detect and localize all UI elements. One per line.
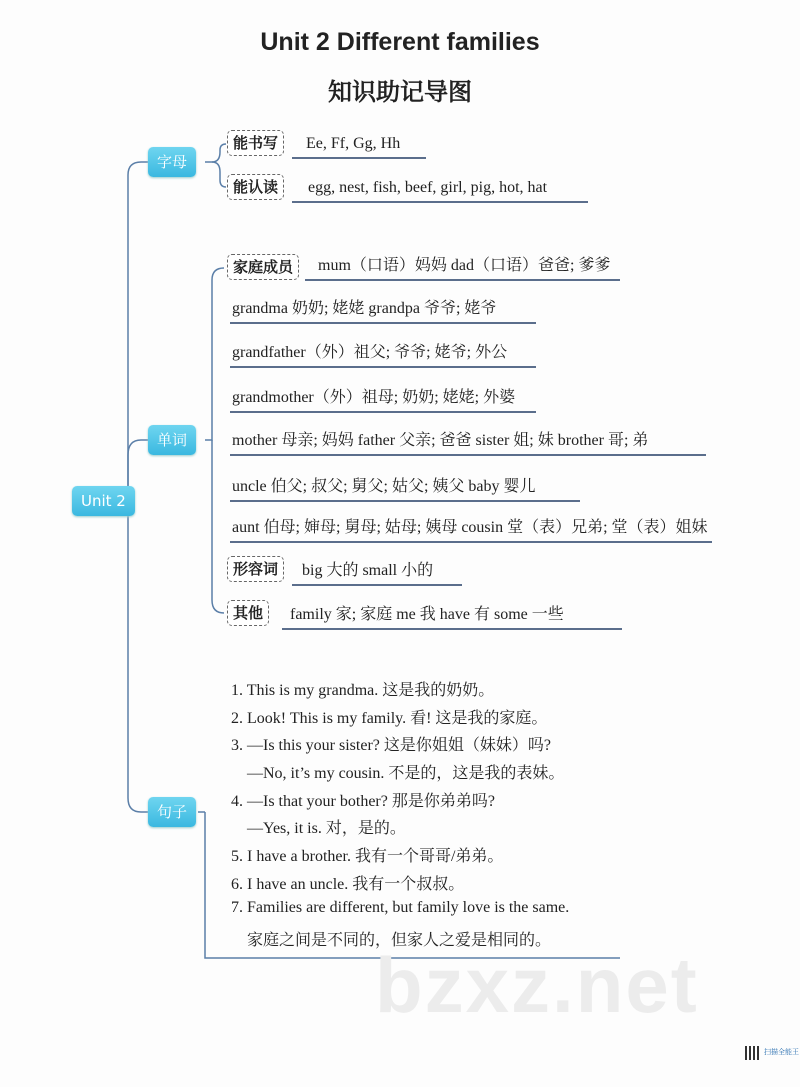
word-row: mum（口语）妈妈 dad（口语）爸爸; 爹爹 — [318, 257, 611, 274]
can-write-letters: Ee, Ff, Gg, Hh — [306, 135, 401, 152]
sentence: 5. I have a brother. 我有一个哥哥/弟弟。 — [231, 848, 504, 865]
word-row: mother 母亲; 妈妈 father 父亲; 爸爸 sister 姐; 妹 brother 哥; 弟 — [232, 432, 649, 449]
sentence: 4. —Is that your bother? 那是你弟弟吗? — [231, 793, 495, 810]
underline — [230, 454, 706, 456]
tag-can-write: 能书写 — [227, 130, 284, 156]
can-read-words: egg, nest, fish, beef, girl, pig, hot, hat — [308, 179, 548, 196]
underline — [282, 628, 622, 630]
underline — [230, 500, 580, 502]
footer-logo: 扫描全能王 — [764, 1048, 799, 1056]
sentence: —No, it’s my cousin. 不是的，这是我的表妹。 — [231, 765, 565, 782]
underline — [292, 201, 588, 203]
underline — [292, 584, 462, 586]
sentence: 家庭之间是不同的，但家人之爱是相同的。 — [231, 932, 552, 949]
underline — [230, 322, 536, 324]
branch-letters[interactable]: 字母 — [148, 147, 196, 177]
tag-can-read: 能认读 — [227, 174, 284, 200]
sentence: 6. I have an uncle. 我有一个叔叔。 — [231, 876, 465, 893]
sentence: 3. —Is this your sister? 这是你姐姐（妹妹）吗? — [231, 737, 551, 754]
underline — [230, 411, 536, 413]
sentence: 7. Families are different, but family love is the same. — [231, 899, 570, 916]
word-row: grandmother（外）祖母; 奶奶; 姥姥; 外婆 — [232, 389, 516, 406]
title-chinese: 知识助记导图 — [328, 79, 472, 106]
tag-family-members: 家庭成员 — [227, 254, 299, 280]
underline — [230, 541, 712, 543]
word-row: aunt 伯母; 婶母; 舅母; 姑母; 姨母 cousin 堂（表）兄弟; 堂（表）姐妹 — [232, 519, 708, 536]
underline — [305, 279, 620, 281]
word-row: uncle 伯父; 叔父; 舅父; 姑父; 姨父 baby 婴儿 — [232, 478, 536, 495]
other-words: family 家; 家庭 me 我 have 有 some 一些 — [290, 606, 564, 623]
tag-others: 其他 — [227, 600, 269, 626]
underline — [292, 157, 426, 159]
adjective-words: big 大的 small 小的 — [302, 562, 434, 579]
branch-words[interactable]: 单词 — [148, 425, 196, 455]
sentence: 2. Look! This is my family. 看! 这是我的家庭。 — [231, 710, 548, 727]
branch-sentences[interactable]: 句子 — [148, 797, 196, 827]
root-node-unit-2[interactable]: Unit 2 — [72, 486, 135, 516]
word-row: grandma 奶奶; 姥姥 grandpa 爷爷; 姥爷 — [232, 300, 497, 317]
sentence: 1. This is my grandma. 这是我的奶奶。 — [231, 682, 495, 699]
tag-adjectives: 形容词 — [227, 556, 284, 582]
word-row: grandfather（外）祖父; 爷爷; 姥爷; 外公 — [232, 344, 508, 361]
watermark: bzxz.net — [375, 941, 699, 1029]
sentence: —Yes, it is. 对，是的。 — [231, 820, 406, 837]
title-english: Unit 2 Different families — [260, 28, 540, 56]
underline — [230, 366, 536, 368]
qr-code-icon — [745, 1046, 759, 1060]
